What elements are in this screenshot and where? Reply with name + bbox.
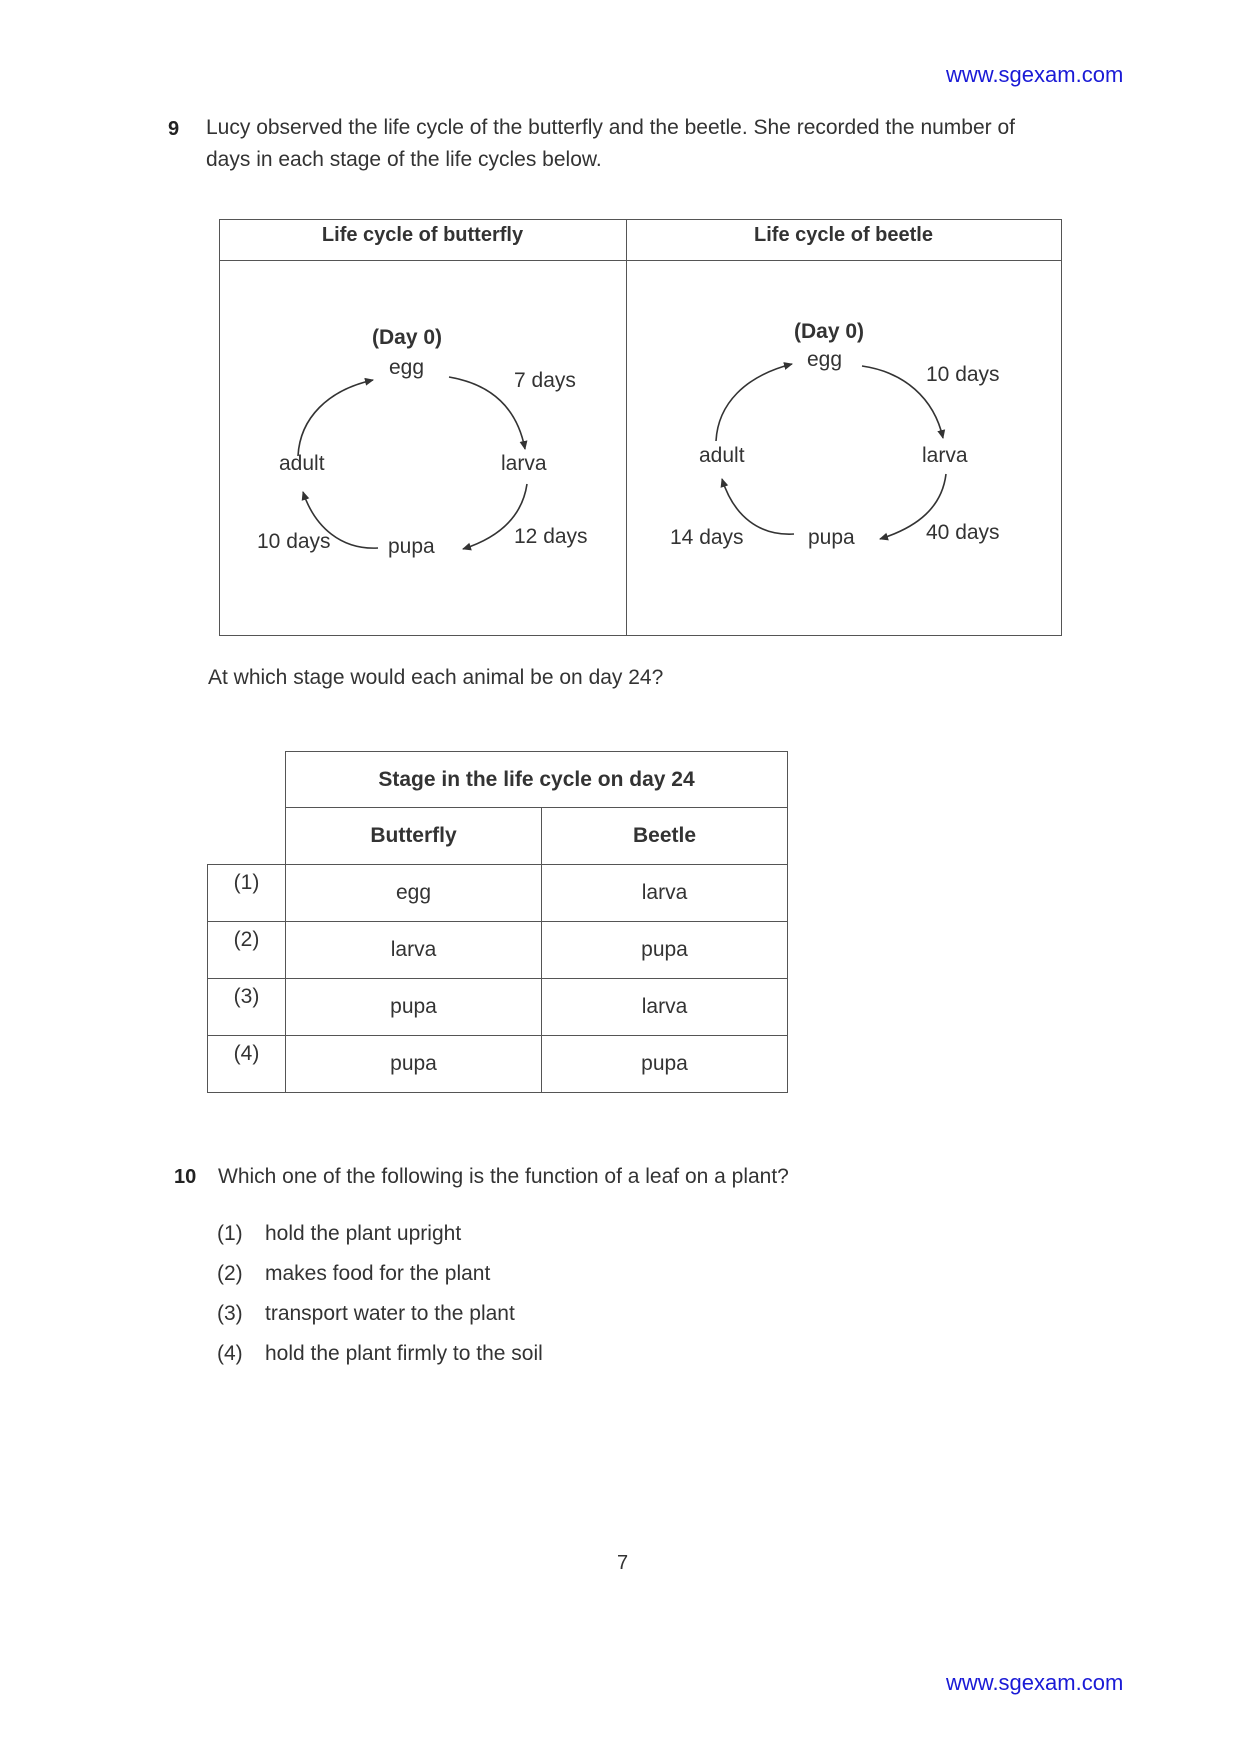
butterfly-egg-label: egg [389,356,425,379]
butterfly-day0-label: (Day 0) [372,326,443,349]
question-9-text-line2: days in each stage of the life cycles below. [206,148,602,171]
beetle-cycle-heading: Life cycle of beetle [754,224,933,246]
butterfly-arrow-adult-to-egg [298,380,373,456]
question-10-option[interactable] [217,1302,515,1326]
option-text: makes food for the plant [265,1262,491,1285]
butterfly-arrow-larva-to-pupa [463,484,527,549]
beetle-arrow-adult-to-egg [716,364,792,441]
butterfly-cycle-heading: Life cycle of butterfly [321,224,524,246]
butterfly-stage: pupa [286,1035,542,1092]
beetle-day0-label: (Day 0) [794,320,865,343]
option-number: (2) [217,1262,243,1285]
life-cycle-arrows [0,0,1239,700]
option-number: (3) [208,978,286,1035]
question-9-number: 9 [168,118,180,140]
butterfly-larva-label: larva [501,452,547,475]
table-row[interactable] [208,1035,788,1092]
table-title: Stage in the life cycle on day 24 [286,752,788,808]
question-9-text-line1: Lucy observed the life cycle of the butterfly and the beetle. She recorded the number of [206,116,1015,139]
butterfly-egg-to-larva-days: 7 days [514,369,576,392]
butterfly-arrow-egg-to-larva [449,377,525,449]
beetle-egg-to-larva-days: 10 days [926,363,1000,386]
butterfly-stage: egg [286,864,542,921]
option-number: (1) [208,864,286,921]
butterfly-pupa-to-adult-days: 10 days [257,530,331,553]
beetle-stage: pupa [542,921,788,978]
question-10-number: 10 [174,1166,197,1188]
butterfly-adult-label: adult [279,452,325,475]
question-9-options-table [207,751,788,1093]
page-number: 7 [617,1552,629,1574]
option-number: (3) [217,1302,243,1325]
beetle-pupa-label: pupa [808,526,855,549]
beetle-egg-label: egg [807,348,843,371]
option-number: (4) [208,1035,286,1092]
beetle-stage: larva [542,978,788,1035]
option-number: (2) [208,921,286,978]
option-text: transport water to the plant [265,1302,515,1325]
beetle-stage: larva [542,864,788,921]
table-row[interactable] [208,921,788,978]
option-text: hold the plant firmly to the soil [265,1342,543,1365]
table-row[interactable] [208,864,788,921]
beetle-arrow-pupa-to-adult [722,479,794,534]
butterfly-pupa-label: pupa [388,535,435,558]
beetle-adult-label: adult [699,444,745,467]
butterfly-larva-to-pupa-days: 12 days [514,525,588,548]
beetle-stage: pupa [542,1035,788,1092]
beetle-larva-to-pupa-days: 40 days [926,521,1000,544]
beetle-arrow-egg-to-larva [862,366,943,438]
footer-site-link[interactable]: www.sgexam.com [946,1670,1124,1695]
question-10-option[interactable] [217,1222,461,1246]
table-col-beetle: Beetle [542,808,788,865]
beetle-larva-label: larva [922,444,968,467]
table-row[interactable] [208,978,788,1035]
option-number: (1) [217,1222,243,1245]
header-site-link[interactable]: www.sgexam.com [946,62,1124,87]
butterfly-stage: larva [286,921,542,978]
question-10-text: Which one of the following is the function of a leaf on a plant? [218,1165,789,1188]
butterfly-arrow-pupa-to-adult [303,492,378,548]
option-text: hold the plant upright [265,1222,462,1245]
question-10-option[interactable] [217,1262,490,1286]
option-number: (4) [217,1342,243,1365]
beetle-pupa-to-adult-days: 14 days [670,526,744,549]
butterfly-stage: pupa [286,978,542,1035]
table-col-butterfly: Butterfly [286,808,542,865]
question-10-option[interactable] [217,1342,543,1366]
beetle-arrow-larva-to-pupa [880,474,946,539]
question-9-prompt: At which stage would each animal be on day 24? [208,666,664,689]
